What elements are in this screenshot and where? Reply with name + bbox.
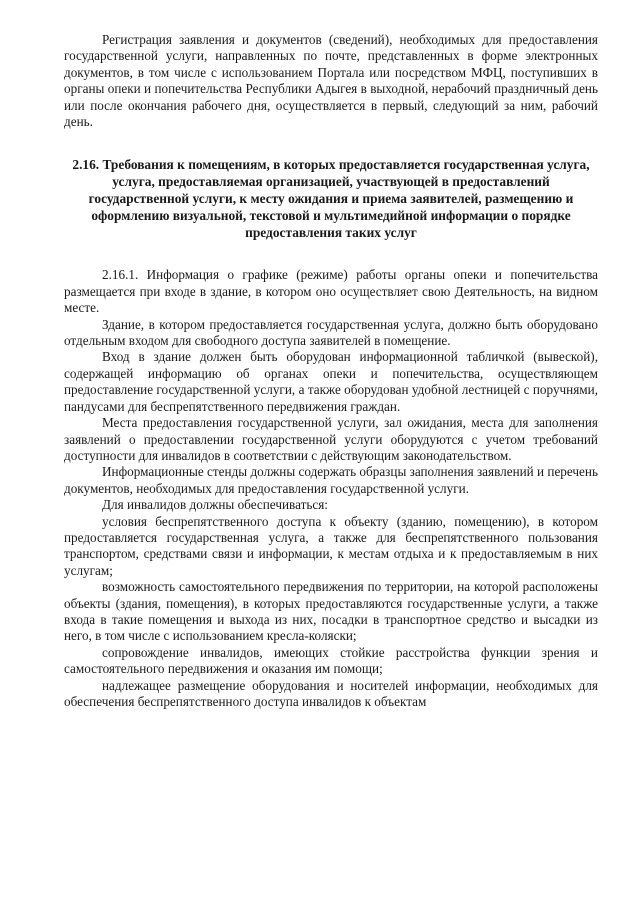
paragraph-access-conditions: условия беспрепятственного доступа к объекту (зданию, помещению), в котором предоставляется государственная услуга, а также для беспрепятственного пользования транспортом, средствами связи и информации, к местам отдыха и к предоставляемым в них услугам; [64, 513, 598, 578]
paragraph-equipment-placement: надлежащее размещение оборудования и носителей информации, необходимых для обеспечения беспрепятственного доступа инвалидов к объектам [64, 677, 598, 709]
paragraph-building-entrance: Здание, в котором предоставляется государственная услуга, должно быть оборудовано отдельным входом для свободного доступа заявителей в помещение. [64, 316, 598, 349]
paragraph-service-places: Места предоставления государственной услуги, зал ожидания, места для заполнения заявлений о предоставлении государственной услуги оборудуются с учетом требований доступности для инвалидов в соответствии с действующим законодательством. [64, 415, 598, 463]
intro-paragraph: Регистрация заявления и документов (сведений), необходимых для предоставления государственной услуги, направленных по почте, представленных в форме электронных документов, в том числе с использованием Портала или посредством МФЦ, поступивших в органы опеки и попечительства Республики Адыгея в выходной, нерабочий праздничный день или после окончания рабочего дня, осуществляется в первый, следующий за ним, рабочий день. [64, 32, 598, 130]
paragraph-independent-movement: возможность самостоятельного передвижения по территории, на которой расположены объекты (здания, помещения), в которых предоставляются государственные услуги, а также входа в такие помещения и выхода из них, посадки в транспортное средство и высадки из него, в том числе с использованием кресла-коляски; [64, 579, 598, 644]
paragraph-info-schedule: 2.16.1. Информация о графике (режиме) работы органы опеки и попечительства размещается при входе в здание, в котором оно осуществляет свою Деятельность, на видном месте. [64, 267, 598, 316]
paragraph-info-stands: Информационные стенды должны содержать образцы заполнения заявлений и перечень документов, необходимых для предоставления государственной услуги. [64, 464, 598, 496]
paragraph-disabled-intro: Для инвалидов должны обеспечиваться: [102, 497, 328, 513]
paragraph-entrance-signage: Вход в здание должен быть оборудован информационной табличкой (вывеской), содержащей информацию об органах опеки и попечительства, осуществляющем предоставление государственной услуги, а также оборудован удобной лестницей с поручнями, пандусами для беспрепятственного передвижения граждан. [64, 349, 598, 414]
paragraph-escort: сопровождение инвалидов, имеющих стойкие расстройства функции зрения и самостоятельного передвижения и оказания им помощи; [64, 644, 598, 677]
document-page [64, 32, 598, 710]
section-heading: 2.16. Требования к помещениям, в которых предоставляется государственная услуга, услуга, предоставляемая организацией, участвующей в предоставлений государственной услуги, к месту ожидания и приема заявителей, размещению и оформлению визуальной, текстовой и мультимедийной информации о порядке предоставления таких услуг [72, 157, 590, 241]
